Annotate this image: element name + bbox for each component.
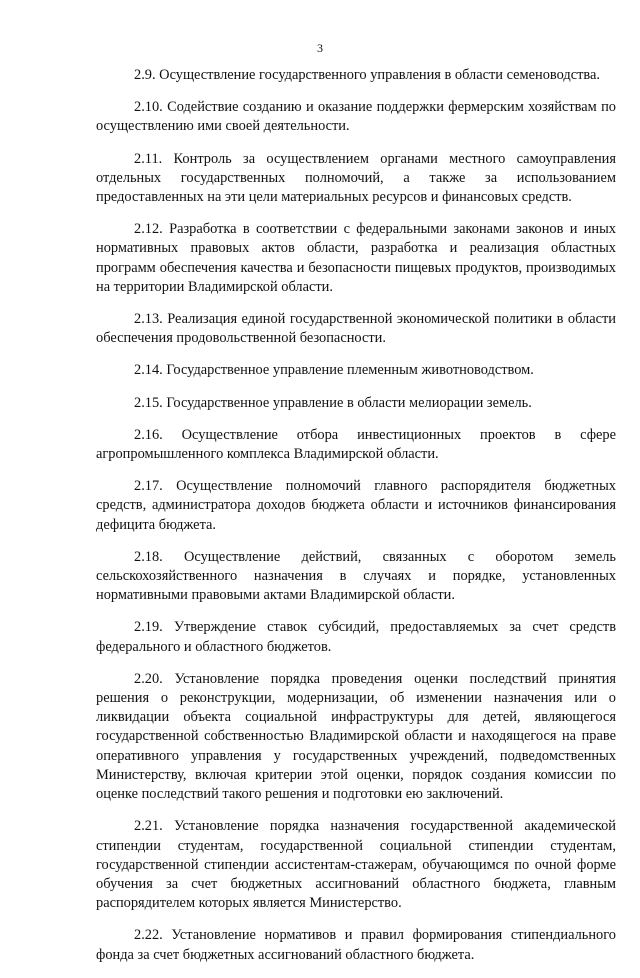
paragraph-2-20: 2.20. Установление порядка проведения оценки последствий принятия решения о реконструкции, модернизации, об изменении назначения или о ликвидации объекта социальной инфраструктуры для детей, являющегося государственной собственностью Владимирской области и находящегося на праве оперативного управления у государственных учреждений, подведомственных Министерству, включая критерии этой оценки, порядок создания комиссии по оценке последствий такого решения и подготовки ею заключений. <box>96 670 616 803</box>
paragraph-2-17: 2.17. Осуществление полномочий главного распорядителя бюджетных средств, администратора доходов бюджета области и источников финансирования дефицита бюджета. <box>96 478 616 533</box>
paragraph-2-9: 2.9. Осуществление государственного управления в области семеноводства. <box>134 67 601 83</box>
paragraph-2-21: 2.21. Установление порядка назначения государственной академической стипендии студентам, государственной социальной стипендии студентам, государственной стипендии ассистентам-стажерам, обучающимся по очной форме обучения за счет бюджетных ассигнований областного бюджета, главным распорядителем которых является Министерство. <box>96 818 616 912</box>
paragraph-2-12: 2.12. Разработка в соответствии с федеральными законами законов и иных нормативных правовых актов области, разработка и реализация областных программ обеспечения качества и безопасности пищевых продуктов, производимых на территории Владимирской области. <box>96 221 616 295</box>
paragraph-2-15: 2.15. Государственное управление в области мелиорации земель. <box>134 394 532 411</box>
paragraph-2-22: 2.22. Установление нормативов и правил формирования стипендиального фонда за счет бюджетных ассигнований областного бюджета. <box>96 927 616 963</box>
paragraph-2-18: 2.18. Осуществление действий, связанных с оборотом земель сельскохозяйственного назначения в случаях и порядке, установленных нормативными правовыми актами Владимирской области. <box>96 548 616 604</box>
page-number: 3 <box>317 41 323 55</box>
paragraph-2-11: 2.11. Контроль за осуществлением органами местного самоуправления отдельных государственных полномочий, а также за использованием предоставленных на эти цели материальных ресурсов и финансовых средств. <box>96 150 616 206</box>
paragraph-2-16: 2.16. Осуществление отбора инвестиционных проектов в сфере агропромышленного комплекса Владимирской области. <box>96 426 616 463</box>
document-body <box>96 66 616 978</box>
paragraph-2-19: 2.19. Утверждение ставок субсидий, предоставляемых за счет средств федерального и областного бюджетов. <box>96 619 616 655</box>
paragraph-2-14: 2.14. Государственное управление племенным животноводством. <box>134 362 534 379</box>
paragraph-2-13: 2.13. Реализация единой государственной экономической политики в области обеспечения продовольственной безопасности. <box>96 311 616 347</box>
paragraph-2-10: 2.10. Содействие созданию и оказание поддержки фермерским хозяйствам по осуществлению ими своей деятельности. <box>96 99 616 135</box>
